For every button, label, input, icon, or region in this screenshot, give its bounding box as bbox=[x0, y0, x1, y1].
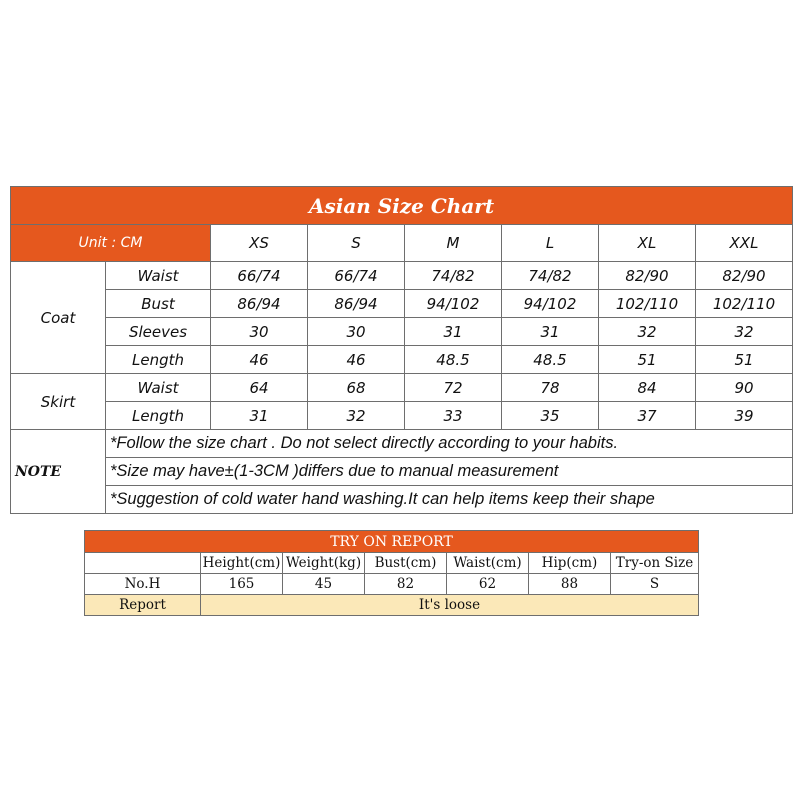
size-cell: 30 bbox=[308, 318, 405, 346]
size-cell: 31 bbox=[405, 318, 502, 346]
report-header: Hip(cm) bbox=[529, 553, 611, 574]
try-on-report-title: TRY ON REPORT bbox=[85, 531, 699, 553]
measure-label: Bust bbox=[106, 290, 211, 318]
report-row-label: No.H bbox=[85, 574, 201, 595]
report-value: 82 bbox=[365, 574, 447, 595]
size-cell: 66/74 bbox=[308, 262, 405, 290]
report-label: Report bbox=[85, 595, 201, 616]
size-chart-table bbox=[10, 186, 793, 514]
size-cell: 86/94 bbox=[211, 290, 308, 318]
note-line: *Follow the size chart . Do not select directly according to your habits. bbox=[106, 430, 793, 458]
size-cell: 39 bbox=[696, 402, 793, 430]
size-cell: 82/90 bbox=[599, 262, 696, 290]
measure-label: Sleeves bbox=[106, 318, 211, 346]
size-cell: 37 bbox=[599, 402, 696, 430]
report-text: It's loose bbox=[201, 595, 699, 616]
unit-label: Unit : CM bbox=[11, 225, 211, 262]
group-label-skirt: Skirt bbox=[11, 374, 106, 430]
size-cell: 86/94 bbox=[308, 290, 405, 318]
size-cell: 94/102 bbox=[502, 290, 599, 318]
size-cell: 30 bbox=[211, 318, 308, 346]
report-corner-cell bbox=[85, 553, 201, 574]
size-cell: 102/110 bbox=[696, 290, 793, 318]
measure-label: Waist bbox=[106, 374, 211, 402]
size-cell: 51 bbox=[696, 346, 793, 374]
size-cell: 46 bbox=[211, 346, 308, 374]
size-cell: 78 bbox=[502, 374, 599, 402]
report-header: Try-on Size bbox=[611, 553, 699, 574]
size-header: XXL bbox=[696, 225, 793, 262]
size-header: S bbox=[308, 225, 405, 262]
size-cell: 94/102 bbox=[405, 290, 502, 318]
size-cell: 31 bbox=[211, 402, 308, 430]
size-cell: 32 bbox=[599, 318, 696, 346]
size-cell: 31 bbox=[502, 318, 599, 346]
try-on-report-table bbox=[84, 530, 699, 616]
size-cell: 32 bbox=[696, 318, 793, 346]
size-cell: 48.5 bbox=[405, 346, 502, 374]
size-cell: 72 bbox=[405, 374, 502, 402]
group-label-coat: Coat bbox=[11, 262, 106, 374]
size-cell: 74/82 bbox=[502, 262, 599, 290]
size-cell: 35 bbox=[502, 402, 599, 430]
size-header: L bbox=[502, 225, 599, 262]
report-value: 45 bbox=[283, 574, 365, 595]
size-chart-title: Asian Size Chart bbox=[11, 187, 793, 225]
report-value: 165 bbox=[201, 574, 283, 595]
size-header: XS bbox=[211, 225, 308, 262]
size-cell: 51 bbox=[599, 346, 696, 374]
note-line: *Suggestion of cold water hand washing.It can help items keep their shape bbox=[106, 486, 793, 514]
size-cell: 74/82 bbox=[405, 262, 502, 290]
report-header: Weight(kg) bbox=[283, 553, 365, 574]
size-cell: 90 bbox=[696, 374, 793, 402]
size-header: XL bbox=[599, 225, 696, 262]
note-label: NOTE bbox=[11, 430, 106, 514]
measure-label: Length bbox=[106, 346, 211, 374]
report-value: 62 bbox=[447, 574, 529, 595]
size-cell: 33 bbox=[405, 402, 502, 430]
measure-label: Length bbox=[106, 402, 211, 430]
report-value: S bbox=[611, 574, 699, 595]
report-value: 88 bbox=[529, 574, 611, 595]
measure-label: Waist bbox=[106, 262, 211, 290]
size-cell: 48.5 bbox=[502, 346, 599, 374]
size-cell: 82/90 bbox=[696, 262, 793, 290]
size-cell: 66/74 bbox=[211, 262, 308, 290]
size-cell: 46 bbox=[308, 346, 405, 374]
size-cell: 32 bbox=[308, 402, 405, 430]
size-cell: 68 bbox=[308, 374, 405, 402]
size-cell: 64 bbox=[211, 374, 308, 402]
report-header: Bust(cm) bbox=[365, 553, 447, 574]
size-cell: 84 bbox=[599, 374, 696, 402]
size-cell: 102/110 bbox=[599, 290, 696, 318]
report-header: Height(cm) bbox=[201, 553, 283, 574]
note-line: *Size may have±(1-3CM )differs due to manual measurement bbox=[106, 458, 793, 486]
size-header: M bbox=[405, 225, 502, 262]
report-header: Waist(cm) bbox=[447, 553, 529, 574]
